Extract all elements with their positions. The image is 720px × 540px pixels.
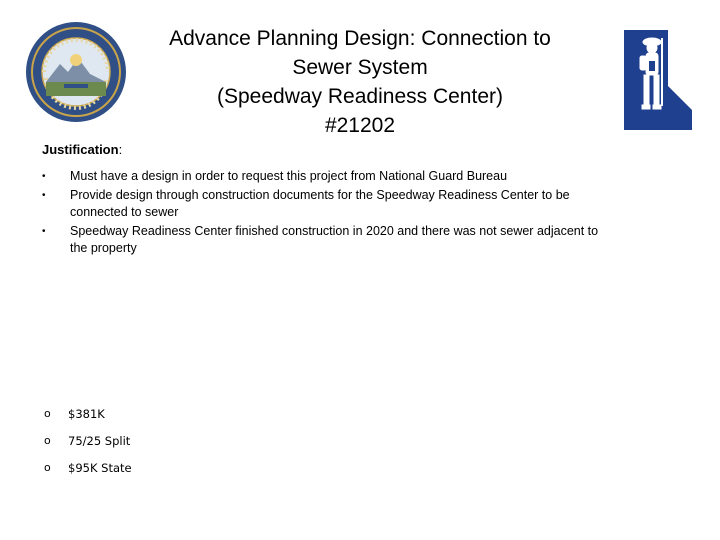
title-line: (Speedway Readiness Center) [217, 85, 503, 108]
funding-list [44, 400, 132, 481]
list-item [44, 400, 132, 427]
bullet-marker: o [44, 407, 51, 420]
funding-item: $381K [68, 406, 105, 421]
list-item: • Must have a design in order to request this project from National Guard Bureau [42, 168, 602, 185]
bullet-marker: o [44, 434, 51, 447]
list-item: • Provide design through construction documents for the Speedway Readiness Center to be connected to sewer [42, 187, 602, 221]
bullet-marker: o [44, 461, 51, 474]
title-line: Advance Planning Design: Connection to [169, 27, 551, 50]
title-line: Sewer System [292, 56, 428, 79]
nevada-guard-minuteman-icon [622, 28, 694, 132]
list-item [44, 427, 132, 454]
justification-label: Justification [42, 142, 119, 157]
funding-item: $95K State [68, 460, 132, 475]
nevada-state-seal-icon [24, 20, 128, 124]
page-title [122, 24, 598, 140]
list-item [44, 454, 132, 481]
justification-list [42, 168, 602, 259]
title-line: #21202 [324, 114, 396, 137]
justification-colon: : [118, 142, 123, 157]
funding-item: 75/25 Split [68, 433, 131, 448]
list-item: • Speedway Readiness Center finished construction in 2020 and there was not sewer adjacent to the property [42, 223, 602, 257]
justification-heading [42, 142, 122, 157]
